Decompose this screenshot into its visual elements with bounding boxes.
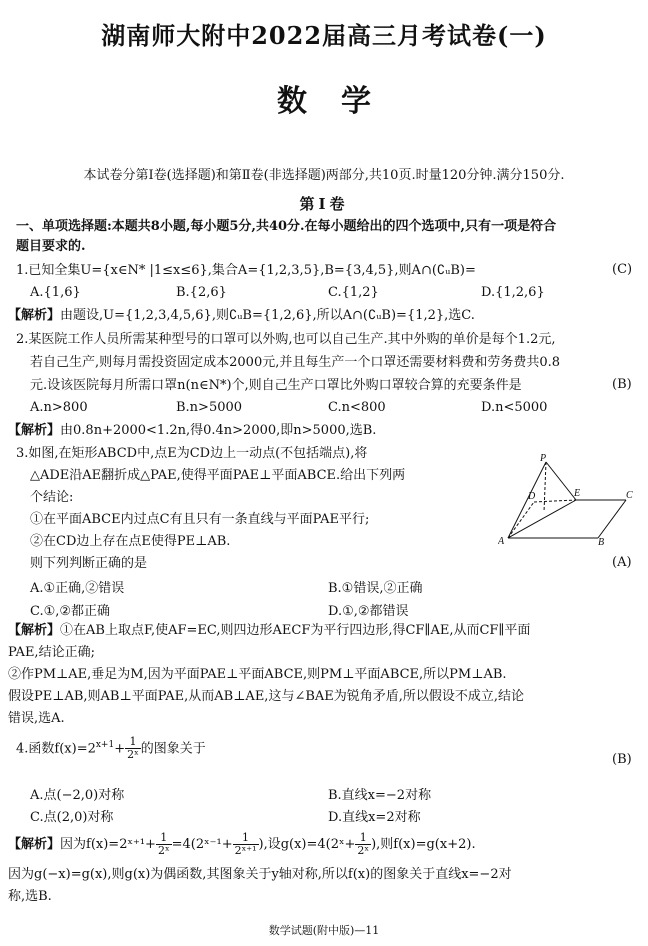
fig-edge-pm [544, 462, 546, 512]
q3-option-b: B.①错误,②正确 [328, 581, 423, 596]
section-heading-line2: 题目要求的. [16, 239, 86, 254]
q1-option-d: D.{1,2,6} [481, 285, 545, 300]
exam-intro: 本试卷分第Ⅰ卷(选择题)和第Ⅱ卷(非选择题)两部分,共10页.时量120分钟.满分150分. [83, 168, 565, 183]
q3-analysis-line5: 错误,选A. [8, 711, 65, 726]
q1-analysis-tag: 【解析】 [8, 308, 61, 323]
q4-afrac1-num: 1 [156, 832, 172, 845]
fig-label-a: A [498, 536, 505, 546]
fig-edge-ap [508, 462, 546, 538]
q1-analysis [8, 307, 475, 325]
q3-line5: ②在CD边上存在点E使得PE⊥AB. [30, 534, 231, 549]
q4-stem-plus: + [114, 741, 126, 757]
q4-analysis-tag: 【解析】 [8, 837, 61, 852]
q2-line1: 2.某医院工作人员所需某种型号的口罩可以外购,也可以自己生产.其中外购的单价是每个1.2元, [16, 332, 556, 347]
q4-analysis-d: ),则f(x)=g(x+2). [371, 837, 476, 852]
q4-analysis-b: =4(2ˣ⁻¹+ [171, 837, 233, 852]
q1-option-c: C.{1,2} [328, 285, 379, 300]
fig-edge-ae [508, 500, 576, 538]
subject-title: 数学 [277, 84, 405, 119]
q2-analysis-text: 由0.8n+2000<1.2n,得0.4n>2000,即n>5000,选B. [60, 423, 377, 438]
q4-stem-fraction [125, 736, 141, 761]
fig-label-p: P [540, 453, 547, 464]
q2-line3: 元.设该医院每月所需口罩n(n∈N*)个,则自己生产口罩比外购口罩较合算的充要条件是 [30, 378, 522, 393]
volume-heading: 第Ⅰ卷 [299, 195, 349, 213]
q3-line2: △ADE沿AE翻折成△PAE,使得平面PAE⊥平面ABCE.给出下列两 [30, 468, 406, 483]
q4-analysis-line1 [8, 832, 476, 857]
fig-edge-pe [546, 462, 576, 500]
q3-answer: (A) [612, 555, 632, 570]
q4-analysis-fraction3 [355, 832, 371, 857]
q4-analysis-a: 因为f(x)=2ˣ⁺¹+ [60, 837, 156, 852]
q4-stem-post: 的图象关于 [140, 741, 206, 757]
q2-analysis-tag: 【解析】 [8, 423, 61, 438]
fig-label-e: E [574, 488, 581, 499]
fig-label-d: D [528, 491, 536, 502]
section-heading-line1: 一、单项选择题:本题共8小题,每小题5分,共40分.在每小题给出的四个选项中,只有一项是符合 [16, 219, 557, 234]
q1-answer: (C) [612, 262, 633, 277]
q4-frac-num: 1 [125, 736, 141, 749]
q3-analysis-line1 [8, 622, 530, 640]
q2-analysis [8, 422, 376, 440]
fig-label-c: C [626, 490, 633, 501]
q4-option-b: B.直线x=−2对称 [328, 788, 432, 803]
q1-analysis-text: 由题设,U={1,2,3,4,5,6},则∁ᵤB={1,2,6},所以A∩(∁ᵤB)={1,2},选C. [60, 308, 475, 323]
q3-line3: 个结论: [30, 490, 74, 505]
q3-analysis-line4: 假设PE⊥AB,则AB⊥平面PAE,从而AB⊥AE,这与∠BAE为锐角矛盾,所以假设不成立,结论 [8, 689, 525, 704]
q2-option-b: B.n>5000 [176, 400, 243, 415]
fig-edge-ad [508, 502, 534, 538]
q3-option-d: D.①,②都错误 [328, 604, 409, 619]
q1-option-a: A.{1,6} [30, 285, 81, 300]
q4-analysis-line3: 称,选B. [8, 889, 52, 904]
q2-line2: 若自己生产,则每月需投资固定成本2000元,并且每生产一个口罩还需要材料费和劳务费共0.8 [30, 355, 561, 370]
q3-analysis-line3: ②作PM⊥AE,垂足为M,因为平面PAE⊥平面ABCE,则PM⊥平面ABCE,所以PM⊥AB. [8, 667, 507, 682]
q4-analysis-c: ),设g(x)=4(2ˣ+ [258, 837, 356, 852]
q4-option-c: C.点(2,0)对称 [30, 810, 114, 825]
exam-title: 湖南师大附中2022届高三月考试卷(一) [101, 21, 547, 50]
q2-option-c: C.n<800 [328, 400, 386, 415]
fig-edge-bc [598, 500, 626, 538]
q4-afrac3-num: 1 [355, 832, 371, 845]
q2-option-d: D.n<5000 [481, 400, 548, 415]
fig-edge-de [534, 500, 576, 502]
q4-answer: (B) [612, 752, 632, 767]
fig-label-b: B [598, 537, 605, 546]
q3-line6: 则下列判断正确的是 [30, 556, 148, 571]
q3-line1: 3.如图,在矩形ABCD中,点E为CD边上一动点(不包括端点),将 [16, 446, 368, 461]
q3-figure [498, 452, 634, 546]
q4-frac-den: 2ˣ [127, 748, 139, 762]
q3-analysis-text1: ①在AB上取点F,使AF=EC,则四边形AECF为平行四边形,得CF∥AE,从而CF∥平面 [60, 623, 531, 638]
q4-stem-pre: 4.函数f(x)=2 [16, 741, 96, 757]
q3-option-c: C.①,②都正确 [30, 604, 111, 619]
page-footer: 数学试题(附中版)—11 [268, 924, 380, 937]
q2-answer: (B) [612, 377, 632, 392]
q4-afrac2-den: 2ˣ⁺¹ [234, 844, 257, 857]
q3-line4: ①在平面ABCE内过点C有且只有一条直线与平面PAE平行; [30, 512, 370, 527]
q4-stem [16, 736, 206, 761]
q4-afrac1-den: 2ˣ [157, 844, 170, 857]
q4-afrac3-den: 2ˣ [357, 844, 370, 857]
q4-analysis-line2: 因为g(−x)=g(x),则g(x)为偶函数,其图象关于y轴对称,所以f(x)的图象关于直线x=−2对 [8, 867, 512, 882]
q3-analysis-tag: 【解析】 [8, 623, 61, 638]
q3-analysis-line2: PAE,结论正确; [8, 645, 95, 660]
q4-analysis-fraction1 [156, 832, 172, 857]
q4-stem-exp: x+1 [95, 740, 115, 750]
q3-option-a: A.①正确,②错误 [30, 581, 125, 596]
q4-afrac2-num: 1 [233, 832, 259, 845]
q4-option-d: D.直线x=2对称 [328, 810, 421, 825]
q1-option-b: B.{2,6} [176, 285, 227, 300]
q4-analysis-fraction2 [233, 832, 259, 857]
q2-option-a: A.n>800 [30, 400, 88, 415]
q4-option-a: A.点(−2,0)对称 [30, 788, 125, 803]
q1-stem: 1.已知全集U={x∈N* |1≤x≤6},集合A={1,2,3,5},B={3,4,5},则A∩(∁ᵤB)= [16, 263, 476, 278]
